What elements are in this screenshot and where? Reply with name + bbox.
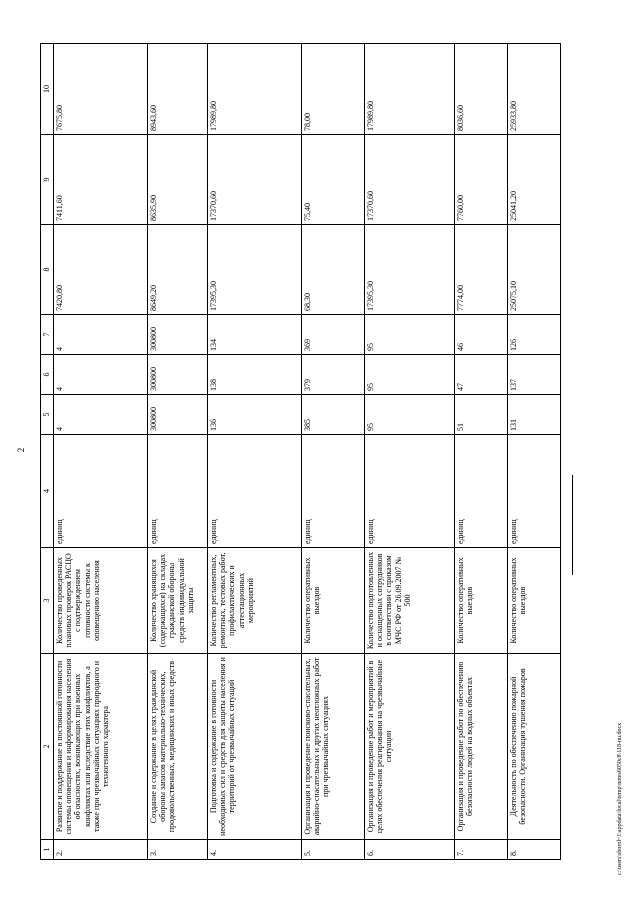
amount-cell: 7675,80 <box>54 44 148 135</box>
header-cell: 6 <box>41 355 54 395</box>
row-number-cell: 2. <box>54 840 148 860</box>
value-cell: 95 <box>365 315 455 355</box>
activity-cell: Деятельность по обеспечению пожарной безопасности. Организация тушения пожаров <box>508 654 561 840</box>
amount-cell: 8943,60 <box>148 44 208 135</box>
indicator-cell: Количество оперативных выездов <box>302 548 365 654</box>
value-cell: 300800 <box>148 355 208 395</box>
table-row <box>365 44 455 860</box>
value-cell: 95 <box>365 395 455 435</box>
row-number-cell: 7. <box>455 840 508 860</box>
page-number: 2 <box>16 447 26 453</box>
value-cell: 126 <box>508 315 561 355</box>
value-cell: 4 <box>54 355 148 395</box>
unit-cell: единиц <box>302 435 365 548</box>
indicator-cell: Количество оперативных выездов <box>508 548 561 654</box>
amount-cell: 25075,10 <box>508 225 561 315</box>
activity-cell: Создание и содержание в целях гражданской обороны запасов материально-технических, продовольственных, медицинских и иных средств <box>148 654 208 840</box>
header-cell: 10 <box>41 44 54 135</box>
value-cell: 134 <box>208 315 302 355</box>
indicator-cell: Количество проведенных плановых проверок РАСЦО с подтверждением готовности системы к оповещению населения <box>54 548 148 654</box>
value-cell: 369 <box>302 315 365 355</box>
amount-cell: 8635,90 <box>148 135 208 225</box>
value-cell: 385 <box>302 395 365 435</box>
indicator-cell: Количество подготовленных и оснащенных сотрудников в соответствии с приказом МЧС РФ от 26.09.2007 № 500 <box>365 548 455 654</box>
value-cell: 46 <box>455 315 508 355</box>
value-cell: 131 <box>508 395 561 435</box>
table-row <box>148 44 208 860</box>
unit-cell: единиц <box>508 435 561 548</box>
header-cell: 3 <box>41 548 54 654</box>
value-cell: 4 <box>54 395 148 435</box>
table-row <box>508 44 561 860</box>
value-cell: 138 <box>208 355 302 395</box>
amount-cell: 7760,00 <box>455 135 508 225</box>
amount-cell: 17395,30 <box>208 225 302 315</box>
footnote-rule <box>572 475 573 575</box>
table-row <box>455 44 508 860</box>
value-cell: 300800 <box>148 315 208 355</box>
activity-cell: Организация и проведение работ по обеспечению безопасности людей на водных объектах <box>455 654 508 840</box>
row-number-cell: 3. <box>148 840 208 860</box>
amount-cell: 17395,30 <box>365 225 455 315</box>
header-cell: 1 <box>41 840 54 860</box>
activity-cell: Организация и проведение поисково-спасательных, аварийно-спасательных и других неотложных работ при чрезвычайных ситуациях <box>302 654 365 840</box>
header-cell: 5 <box>41 395 54 435</box>
amount-cell: 17370,60 <box>365 135 455 225</box>
amount-cell: 78,00 <box>302 44 365 135</box>
amount-cell: 8036,60 <box>455 44 508 135</box>
header-cell: 9 <box>41 135 54 225</box>
amount-cell: 75,40 <box>302 135 365 225</box>
value-cell: 136 <box>208 395 302 435</box>
row-number-cell: 8. <box>508 840 561 860</box>
unit-cell: единиц <box>365 435 455 548</box>
amount-cell: 7420,80 <box>54 225 148 315</box>
value-cell: 4 <box>54 315 148 355</box>
table-row <box>54 44 148 860</box>
value-cell: 95 <box>365 355 455 395</box>
indicator-cell: Количество хранящихся (содержащихся) на складах гражданской обороны средств индивидуальной защиты <box>148 548 208 654</box>
amount-cell: 17989,80 <box>208 44 302 135</box>
header-cell: 7 <box>41 315 54 355</box>
value-cell: 51 <box>455 395 508 435</box>
amount-cell: 7411,60 <box>54 135 148 225</box>
amount-cell: 7774,00 <box>455 225 508 315</box>
value-cell: 47 <box>455 355 508 395</box>
header-cell: 4 <box>41 435 54 548</box>
unit-cell: единиц <box>54 435 148 548</box>
header-cell: 8 <box>41 225 54 315</box>
row-number-cell: 5. <box>302 840 365 860</box>
value-cell: 137 <box>508 355 561 395</box>
activity-cell: Подготовка и содержание в готовности необходимых сил и средств для защиты населения и территорий от чрезвычайных ситуаций <box>208 654 302 840</box>
indicator-cell: Количество оперативных выездов <box>455 548 508 654</box>
amount-cell: 68,30 <box>302 225 365 315</box>
row-number-cell: 6. <box>365 840 455 860</box>
value-cell: 379 <box>302 355 365 395</box>
table-row <box>208 44 302 860</box>
indicator-cell: Количество регламентных, ремонтных, тестовых работ, профилактических и аттестационных мероприятий <box>208 548 302 654</box>
activity-cell: Развитие и поддержание в постоянной готовности системы оповещения и информирования населения об опасностях, возникающих при военных конфликтах или вследствие этих конфликтов, а также при чрезвычайных ситуациях природного и техногенного характера <box>54 654 148 840</box>
amount-cell: 25933,80 <box>508 44 561 135</box>
header-row <box>41 44 54 860</box>
unit-cell: единиц <box>455 435 508 548</box>
unit-cell: единиц <box>208 435 302 548</box>
unit-cell: единиц <box>148 435 208 548</box>
amount-cell: 17370,60 <box>208 135 302 225</box>
activity-cell: Организация и проведение работ и мероприятий в целях обеспечения реагирования на чрезвычайные ситуации <box>365 654 455 840</box>
data-table <box>40 43 561 860</box>
amount-cell: 8649,20 <box>148 225 208 315</box>
row-number-cell: 4. <box>208 840 302 860</box>
value-cell: 300800 <box>148 395 208 435</box>
file-path: c:\users\sborol~1\appdata\local\temp\notes6050c8\118-nu.docx <box>617 722 623 875</box>
header-cell: 2 <box>41 654 54 840</box>
table-row <box>302 44 365 860</box>
amount-cell: 17989,80 <box>365 44 455 135</box>
amount-cell: 25041,20 <box>508 135 561 225</box>
